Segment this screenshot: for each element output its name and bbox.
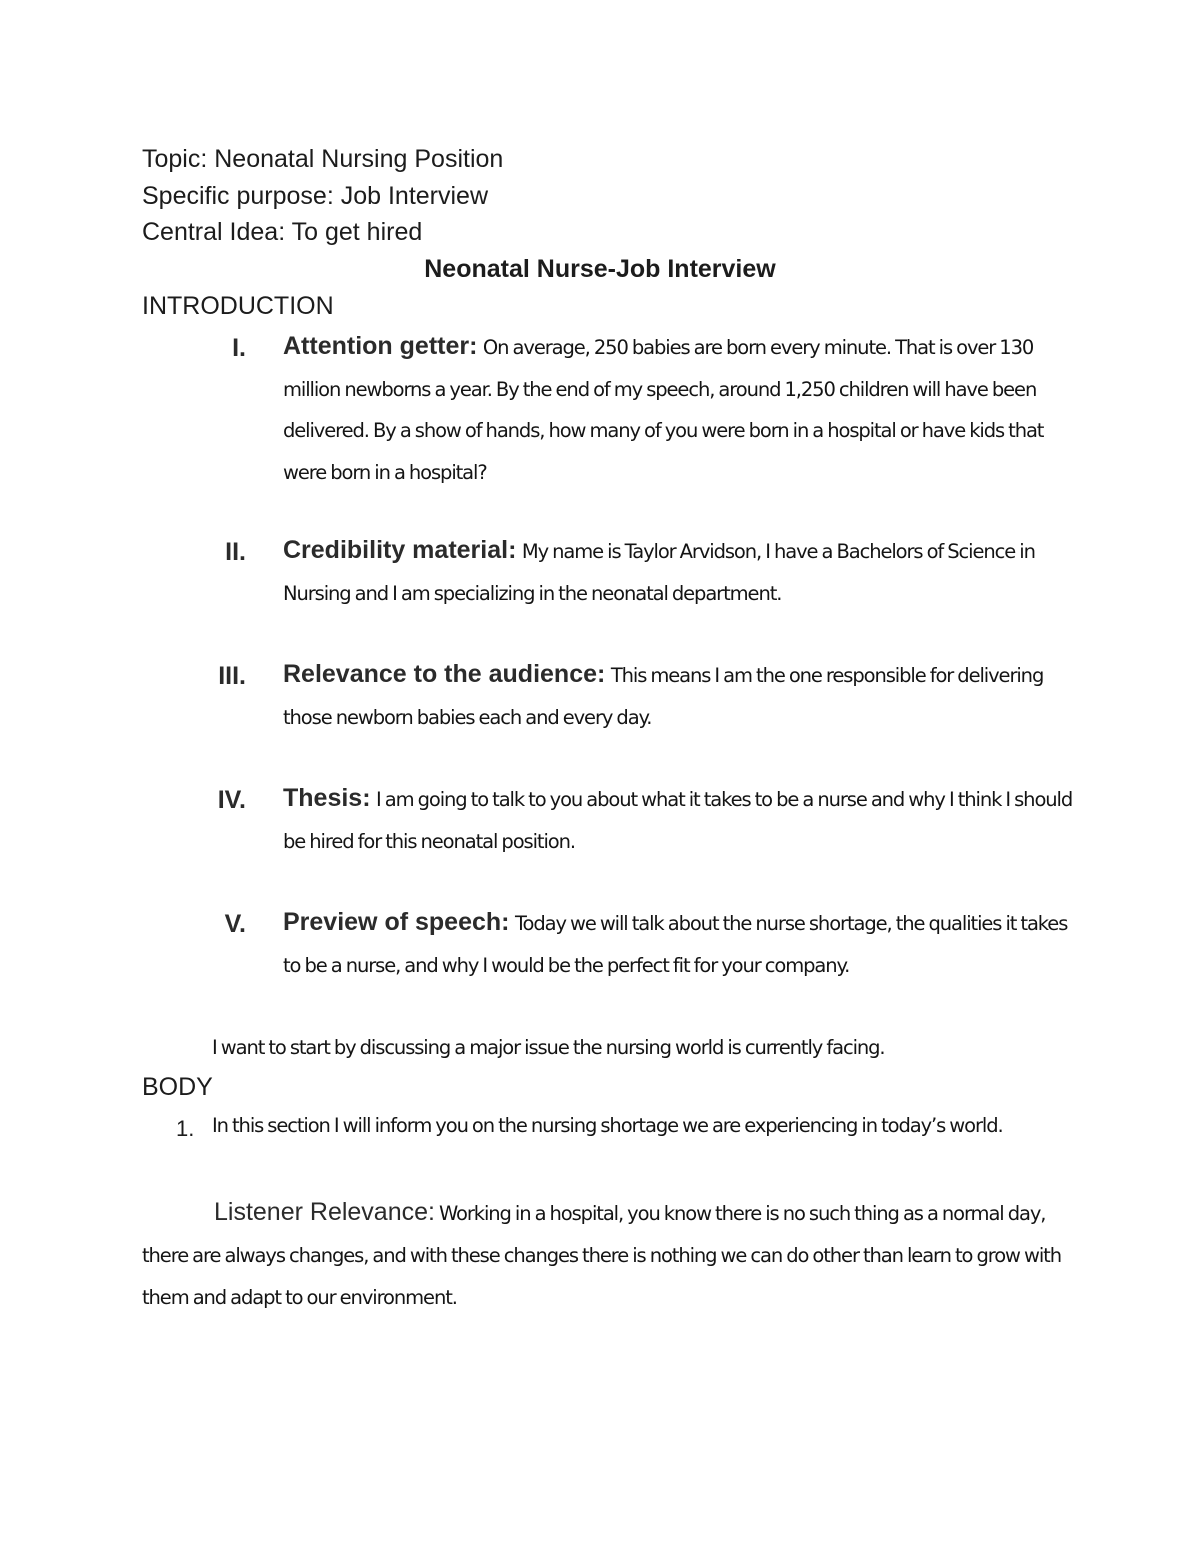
body-heading: BODY <box>142 1073 213 1101</box>
body-point-text: In this section I will inform you on the nursing shortage we are experiencing in today’s world. <box>212 1114 1003 1137</box>
roman-numeral: I. <box>232 334 246 362</box>
topic-line: Topic: Neonatal Nursing Position <box>142 145 504 173</box>
introduction-heading: INTRODUCTION <box>142 292 334 320</box>
item-text: My name is Taylor Arvidson, I have a Bachelors of Science in Nursing and I am specializing in the neonatal department. <box>283 540 1035 605</box>
document-title: Neonatal Nurse-Job Interview <box>424 255 776 283</box>
roman-numeral: V. <box>224 910 246 938</box>
roman-numeral: II. <box>225 538 246 566</box>
central-idea-line: Central Idea: To get hired <box>142 218 423 246</box>
roman-numeral: IV. <box>217 786 246 814</box>
item-label: Attention getter: <box>283 332 478 360</box>
item-text: On average, 250 babies are born every minute. That is over 130 million newborns a year. By the end of my speech, around 1,250 children will have been delivered. By a show of hands, how many of you were born in a hospital or have kids that were born in a hospital? <box>283 336 1044 484</box>
relevance-label: Listener Relevance: <box>214 1198 435 1226</box>
item-content <box>283 326 1073 493</box>
roman-numeral: III. <box>218 662 246 690</box>
item-text: This means I am the one responsible for delivering those newborn babies each and every day. <box>283 664 1044 729</box>
item-content <box>283 902 1073 986</box>
item-text: I am going to talk to you about what it takes to be a nurse and why I think I should be hired for this neonatal position. <box>283 788 1073 853</box>
item-content <box>283 530 1073 614</box>
listener-relevance <box>142 1192 1072 1320</box>
item-label: Relevance to the audience: <box>283 660 606 688</box>
item-label: Preview of speech: <box>283 908 510 936</box>
relevance-text: Working in a hospital, you know there is no such thing as a normal day, there are always changes, and with these changes there is nothing we can do other than learn to grow with them and adapt to our environment. <box>142 1202 1061 1309</box>
item-text: Today we will talk about the nurse shortage, the qualities it takes to be a nurse, and why I would be the perfect fit for your company. <box>283 912 1068 977</box>
body-point-number: 1. <box>176 1116 195 1141</box>
item-label: Credibility material: <box>283 536 517 564</box>
specific-purpose-line: Specific purpose: Job Interview <box>142 182 489 210</box>
item-content <box>283 654 1073 738</box>
item-content <box>283 778 1073 862</box>
item-label: Thesis: <box>283 784 371 812</box>
transition-sentence: I want to start by discussing a major issue the nursing world is currently facing. <box>212 1036 885 1059</box>
